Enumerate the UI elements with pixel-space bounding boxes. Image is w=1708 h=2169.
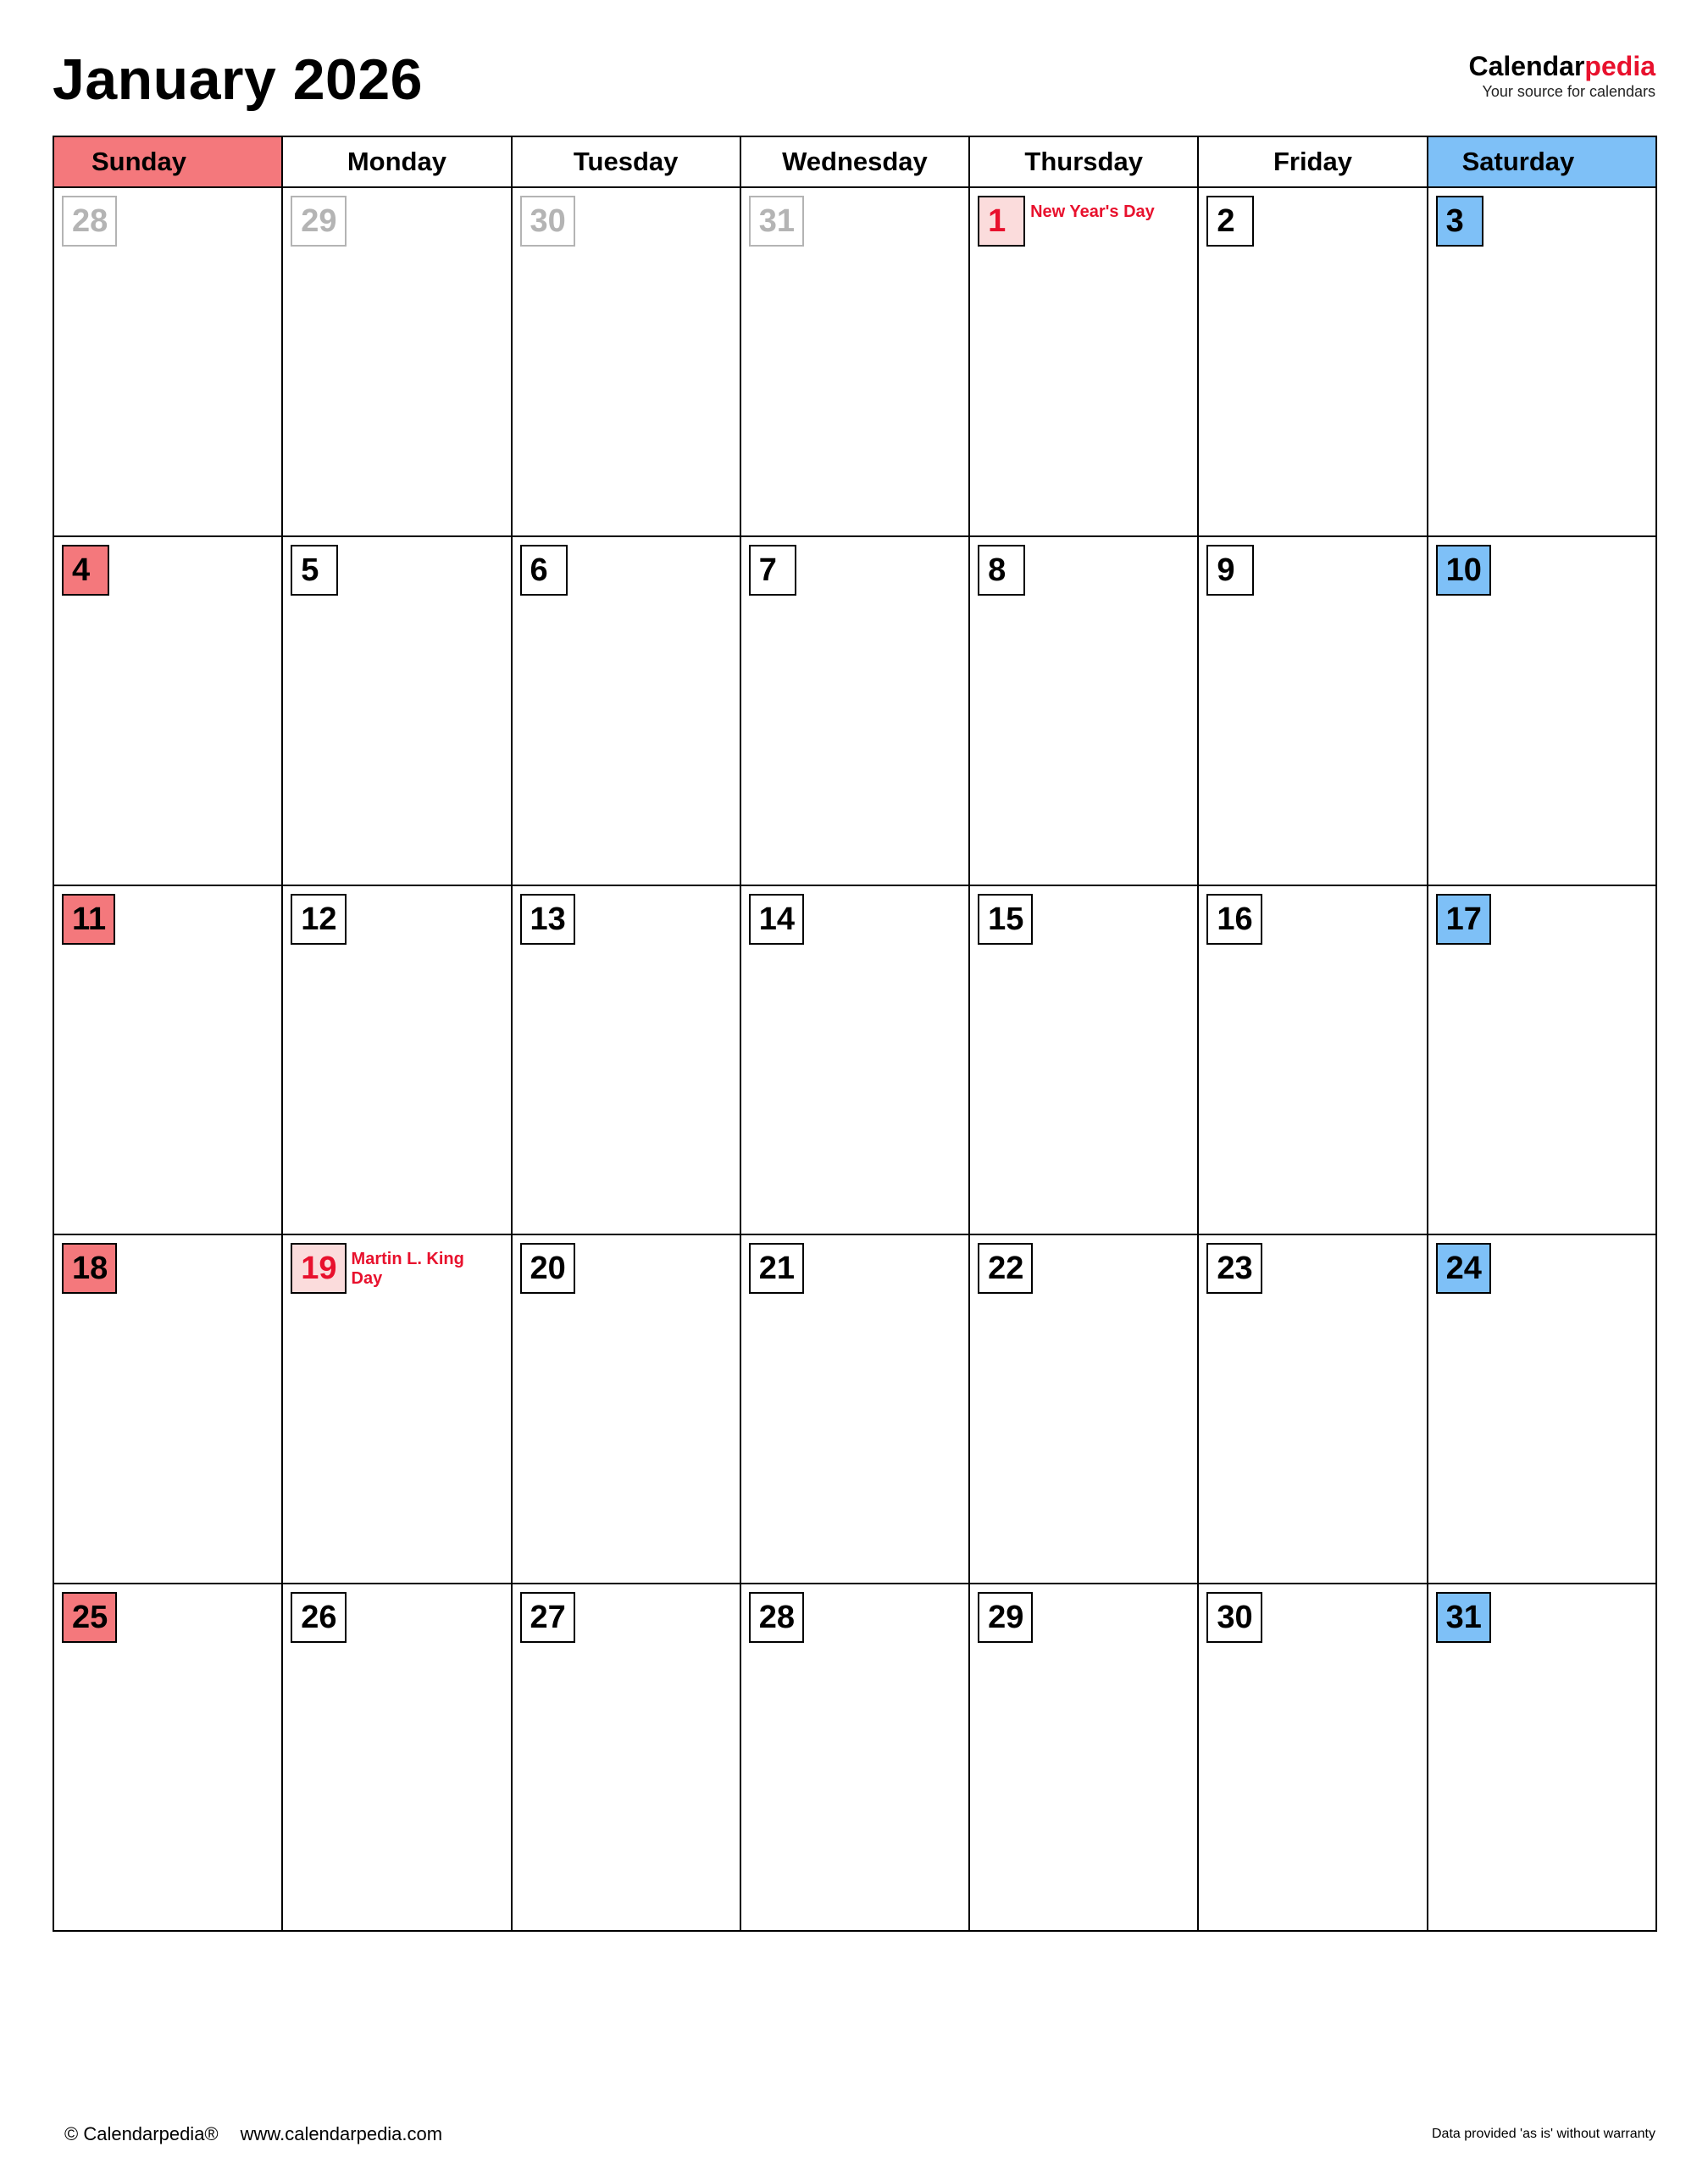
calendar-week-row — [53, 536, 1656, 885]
calendar-day-cell[interactable] — [282, 1584, 511, 1931]
calendar-day-cell[interactable] — [1428, 1234, 1656, 1584]
footer-left — [64, 2123, 442, 2145]
day-number: 4 — [62, 545, 109, 596]
day-number: 22 — [978, 1243, 1033, 1294]
calendar-day-cell[interactable] — [969, 885, 1198, 1234]
day-number: 5 — [291, 545, 338, 596]
calendar-day-cell[interactable] — [1428, 536, 1656, 885]
day-number: 1 — [978, 196, 1025, 247]
day-cell-inner — [741, 886, 968, 945]
calendar-grid — [53, 136, 1657, 1932]
calendar-day-cell[interactable] — [282, 885, 511, 1234]
day-cell-inner — [283, 188, 510, 247]
day-cell-inner — [1199, 886, 1426, 945]
calendar-day-cell[interactable] — [512, 536, 740, 885]
day-cell-inner — [513, 188, 740, 247]
day-cell-inner — [54, 1235, 281, 1294]
calendar-day-cell[interactable] — [512, 1234, 740, 1584]
brand-logo — [1468, 53, 1655, 101]
day-number: 21 — [749, 1243, 804, 1294]
footer-copyright: © Calendarpedia® — [64, 2123, 219, 2144]
day-cell-inner — [1199, 537, 1426, 596]
day-cell-inner — [970, 886, 1197, 945]
day-number: 2 — [1206, 196, 1254, 247]
day-number: 20 — [520, 1243, 575, 1294]
calendar-day-cell[interactable] — [1428, 885, 1656, 1234]
day-number: 27 — [520, 1592, 575, 1643]
day-number: 14 — [749, 894, 804, 945]
day-number: 13 — [520, 894, 575, 945]
day-number: 25 — [62, 1592, 117, 1643]
calendar-day-cell[interactable] — [740, 1584, 969, 1931]
holiday-label: Martin L. King Day — [351, 1250, 464, 1288]
day-cell-inner — [1199, 188, 1426, 247]
day-cell-inner — [970, 1584, 1197, 1643]
day-cell-inner — [970, 537, 1197, 596]
footer-disclaimer: Data provided 'as is' without warranty — [1431, 2127, 1655, 2141]
day-number: 11 — [62, 894, 115, 945]
day-number: 31 — [1436, 1592, 1491, 1643]
calendar-day-cell[interactable] — [512, 885, 740, 1234]
weekday-header-wednesday: Wednesday — [740, 136, 969, 187]
calendar-day-cell[interactable] — [53, 187, 282, 536]
day-number: 23 — [1206, 1243, 1262, 1294]
day-cell-inner — [283, 886, 510, 945]
calendar-day-cell[interactable] — [53, 1584, 282, 1931]
day-cell-inner — [513, 886, 740, 945]
calendar-day-cell[interactable] — [969, 1584, 1198, 1931]
day-number: 19 — [291, 1243, 346, 1294]
calendar-day-cell[interactable] — [53, 1234, 282, 1584]
calendar-day-cell[interactable] — [1198, 536, 1427, 885]
day-cell-inner — [283, 537, 510, 596]
day-cell-inner — [54, 1584, 281, 1643]
brand-name-first: Calendar — [1468, 51, 1585, 81]
day-cell-inner — [741, 1235, 968, 1294]
day-cell-inner — [1428, 188, 1655, 247]
calendar-day-cell[interactable] — [512, 187, 740, 536]
day-number: 10 — [1436, 545, 1491, 596]
calendar-day-cell[interactable] — [740, 536, 969, 885]
day-cell-inner — [283, 1235, 510, 1294]
day-cell-inner — [1428, 1584, 1655, 1643]
calendar-week-row — [53, 1234, 1656, 1584]
weekday-header-monday: Monday — [282, 136, 511, 187]
calendar-day-cell[interactable] — [512, 1584, 740, 1931]
day-cell-inner — [741, 537, 968, 596]
day-number: 28 — [62, 196, 117, 247]
weekday-header-row — [53, 136, 1656, 187]
day-number: 6 — [520, 545, 568, 596]
day-number: 18 — [62, 1243, 117, 1294]
weekday-header-saturday: Saturday — [1428, 136, 1656, 187]
day-number: 31 — [749, 196, 804, 247]
day-number: 26 — [291, 1592, 346, 1643]
brand-tagline: Your source for calendars — [1482, 82, 1655, 100]
day-number: 7 — [749, 545, 796, 596]
weekday-header-sunday: Sunday — [53, 136, 282, 187]
calendar-day-cell[interactable] — [740, 885, 969, 1234]
day-cell-inner — [741, 188, 968, 247]
day-cell-inner — [1428, 537, 1655, 596]
holiday-label: New Year's Day — [1030, 202, 1155, 221]
day-cell-inner — [513, 1584, 740, 1643]
calendar-day-cell[interactable] — [282, 536, 511, 885]
day-number: 16 — [1206, 894, 1262, 945]
calendar-day-cell[interactable] — [1198, 885, 1427, 1234]
calendar-day-cell[interactable] — [969, 536, 1198, 885]
day-number: 30 — [520, 196, 575, 247]
calendar-body — [53, 187, 1656, 1931]
calendar-week-row — [53, 187, 1656, 536]
calendar-day-cell[interactable] — [740, 1234, 969, 1584]
day-cell-inner — [513, 1235, 740, 1294]
calendar-day-cell[interactable] — [282, 187, 511, 536]
calendar-day-cell[interactable] — [1428, 187, 1656, 536]
page-header — [53, 44, 1655, 127]
calendar-week-row — [53, 1584, 1656, 1931]
day-cell-inner — [970, 188, 1197, 247]
day-cell-inner — [54, 188, 281, 247]
day-cell-inner — [283, 1584, 510, 1643]
day-number: 30 — [1206, 1592, 1262, 1643]
calendar-day-cell[interactable] — [1428, 1584, 1656, 1931]
calendar-day-cell[interactable] — [53, 885, 282, 1234]
calendar-day-cell[interactable] — [282, 1234, 511, 1584]
day-number: 24 — [1436, 1243, 1491, 1294]
day-number: 8 — [978, 545, 1025, 596]
day-cell-inner — [54, 886, 281, 945]
day-cell-inner — [1199, 1584, 1426, 1643]
day-number: 28 — [749, 1592, 804, 1643]
day-number: 15 — [978, 894, 1033, 945]
day-cell-inner — [741, 1584, 968, 1643]
weekday-header-thursday: Thursday — [969, 136, 1198, 187]
calendar-day-cell[interactable] — [53, 536, 282, 885]
calendar-day-cell[interactable] — [740, 187, 969, 536]
day-cell-inner — [970, 1235, 1197, 1294]
weekday-header-tuesday: Tuesday — [512, 136, 740, 187]
calendar-day-cell[interactable] — [1198, 1234, 1427, 1584]
weekday-header-friday: Friday — [1198, 136, 1427, 187]
day-cell-inner — [54, 537, 281, 596]
day-number: 3 — [1436, 196, 1483, 247]
calendar-week-row — [53, 885, 1656, 1234]
footer-website[interactable]: www.calendarpedia.com — [240, 2123, 443, 2144]
day-cell-inner — [1199, 1235, 1426, 1294]
calendar-day-cell[interactable] — [1198, 187, 1427, 536]
calendar-day-cell[interactable] — [1198, 1584, 1427, 1931]
day-number: 29 — [978, 1592, 1033, 1643]
page-footer — [53, 2116, 1655, 2145]
calendar-day-cell[interactable] — [969, 187, 1198, 536]
day-cell-inner — [513, 537, 740, 596]
calendar-day-cell[interactable] — [969, 1234, 1198, 1584]
day-number: 29 — [291, 196, 346, 247]
day-cell-inner — [1428, 1235, 1655, 1294]
day-cell-inner — [1428, 886, 1655, 945]
day-number: 9 — [1206, 545, 1254, 596]
brand-name — [1468, 53, 1655, 81]
day-number: 12 — [291, 894, 346, 945]
page-title: January 2026 — [53, 47, 423, 112]
day-number: 17 — [1436, 894, 1491, 945]
brand-name-second: pedia — [1584, 51, 1655, 81]
